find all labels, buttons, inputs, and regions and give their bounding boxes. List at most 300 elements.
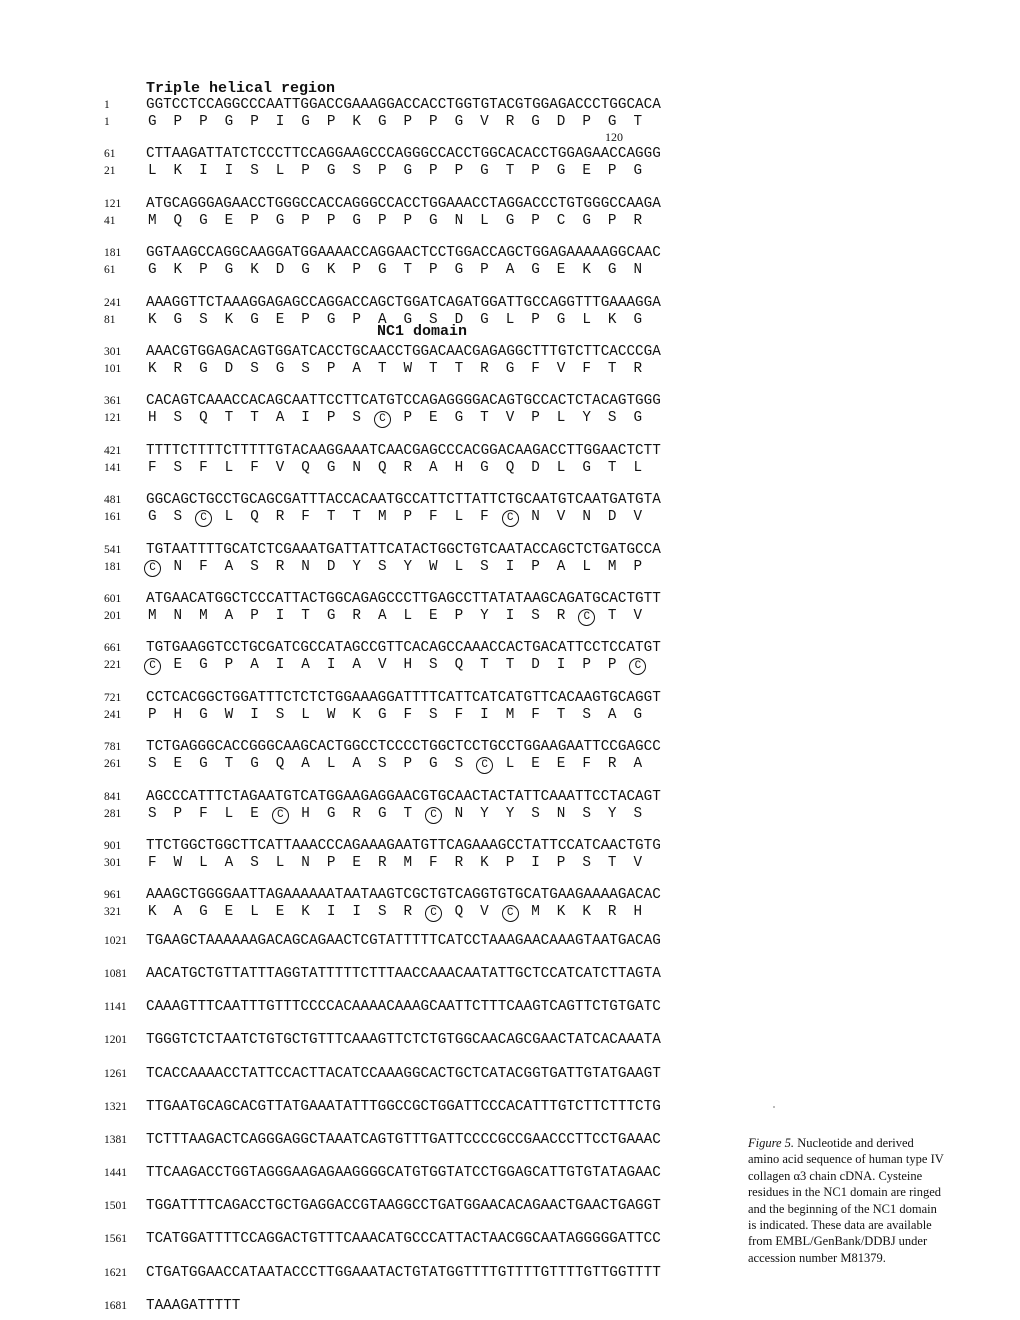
amino-acid: G	[480, 459, 489, 476]
cysteine-ring: C	[425, 807, 442, 824]
amino-acid: P	[531, 212, 540, 229]
aa-position-number: 61	[104, 264, 116, 277]
cysteine-ring: C	[144, 560, 161, 577]
amino-acid: P	[531, 410, 540, 427]
amino-acid: S	[531, 805, 540, 822]
amino-acid: V	[556, 509, 566, 526]
amino-acid: L	[326, 756, 336, 773]
amino-acid: P	[480, 262, 489, 279]
amino-acid: L	[480, 212, 489, 229]
amino-acid: W	[173, 855, 183, 871]
amino-acid: G	[556, 163, 566, 180]
amino-acid: P	[556, 855, 566, 871]
amino-acid: S	[377, 756, 387, 773]
nucleotide-sequence: TGGGTCTCTAATCTGTGCTGTTTCAAAGTTCTCTGTGGCAACAGCGAACTATCACAAATA	[146, 1032, 661, 1049]
amino-acid: A	[505, 262, 515, 279]
ringed-cysteine	[148, 657, 157, 675]
amino-acid: P	[224, 657, 234, 674]
amino-acid: V	[480, 904, 489, 921]
amino-acid: F	[403, 706, 413, 723]
aa-position-number: 161	[104, 511, 122, 524]
amino-acid: G	[531, 114, 540, 130]
amino-acid: D	[275, 262, 285, 279]
amino-acid: P	[148, 706, 157, 723]
cysteine-ring: C	[272, 807, 289, 824]
nucleotide-sequence: AGCCCATTTCTAGAATGTCATGGAAGAGGAACGTGCAACTACTATTCAAATTCCTACAGT	[146, 788, 661, 805]
nt-position-number: 901	[104, 840, 122, 852]
amino-acid: P	[377, 163, 387, 180]
amino-acid: S	[582, 805, 591, 822]
amino-acid: T	[403, 805, 413, 822]
amino-acid: R	[352, 608, 361, 624]
amino-acid: R	[377, 855, 387, 871]
nt-position-number: 1261	[104, 1067, 127, 1080]
amino-acid: S	[250, 558, 259, 575]
amino-acid: I	[250, 706, 259, 723]
amino-acid: K	[326, 262, 336, 279]
amino-acid: I	[275, 657, 285, 674]
amino-acid: L	[275, 163, 285, 180]
amino-acid: Y	[352, 558, 361, 575]
amino-acid: D	[454, 311, 464, 328]
amino-acid: S	[148, 756, 157, 773]
nt-position-number: 1681	[104, 1299, 127, 1312]
amino-acid: A	[275, 410, 285, 427]
amino-acid: V	[505, 410, 515, 427]
amino-acid: S	[352, 410, 361, 427]
amino-acid: F	[148, 459, 157, 476]
amino-acid: P	[326, 855, 336, 871]
amino-acid: G	[633, 311, 643, 328]
amino-acid: K	[250, 262, 259, 279]
nt-position-number: 781	[104, 741, 122, 754]
amino-acid: A	[301, 756, 310, 773]
nt-position-number: 301	[104, 346, 122, 358]
cysteine-ring: C	[502, 905, 519, 922]
nt-position-number: 121	[104, 197, 122, 210]
amino-acid: E	[224, 212, 234, 229]
amino-acid: W	[326, 706, 336, 723]
amino-acid: T	[454, 361, 464, 377]
nucleotide-sequence: GGCAGCTGCCTGCAGCGATTTACCACAATGCCATTCTTATTCTGCAATGTCAATGATGTA	[146, 492, 661, 509]
amino-acid: G	[633, 706, 643, 723]
ringed-cysteine	[633, 657, 642, 675]
amino-acid: Q	[454, 657, 464, 674]
amino-acid: K	[148, 904, 157, 921]
amino-acid: P	[326, 361, 336, 377]
amino-acid: T	[633, 114, 643, 130]
amino-acid: K	[607, 311, 617, 328]
amino-acid: L	[454, 558, 464, 575]
amino-acid: P	[173, 805, 183, 822]
nt-position-number: 1081	[104, 968, 127, 981]
nt-position-number: 481	[104, 494, 122, 507]
amino-acid: L	[633, 459, 643, 476]
amino-acid: L	[224, 509, 234, 526]
amino-acid: P	[429, 262, 438, 279]
aa-position-number: 181	[104, 560, 122, 573]
amino-acid: D	[556, 114, 566, 130]
amino-acid: S	[173, 509, 183, 526]
amino-acid: F	[429, 509, 438, 526]
nc1-domain-heading: NC1 domain	[377, 323, 468, 340]
amino-acid: E	[275, 311, 285, 328]
amino-acid: P	[607, 657, 617, 674]
amino-acid: D	[531, 459, 540, 476]
amino-acid: Y	[480, 608, 489, 624]
nucleotide-sequence: TAAAGATTTTT	[146, 1297, 241, 1314]
amino-acid: S	[352, 163, 361, 180]
amino-acid: G	[429, 212, 438, 229]
amino-acid: F	[199, 459, 208, 476]
cysteine-ring: C	[629, 658, 646, 675]
amino-acid: T	[480, 410, 489, 427]
amino-acid: P	[250, 212, 259, 229]
amino-acid: P	[301, 212, 310, 229]
amino-acid: T	[556, 706, 566, 723]
amino-acid: A	[352, 361, 361, 377]
amino-acid: N	[633, 262, 643, 279]
amino-acid: P	[173, 114, 183, 130]
amino-acid: Y	[403, 558, 413, 575]
amino-acid: R	[275, 558, 285, 575]
amino-acid: G	[326, 163, 336, 180]
amino-acid: E	[224, 904, 234, 921]
amino-acid: P	[607, 212, 617, 229]
amino-acid: S	[148, 805, 157, 822]
amino-acid: A	[429, 459, 438, 476]
cysteine-ring: C	[374, 411, 391, 428]
aa-position-number: 41	[104, 214, 116, 227]
amino-acid: N	[173, 608, 183, 624]
amino-acid: E	[352, 855, 361, 871]
amino-acid: L	[224, 459, 234, 476]
ringed-cysteine	[480, 756, 489, 774]
nucleotide-sequence: TCATGGATTTTCCAGGACTGTTTCAAACATGCCCATTACTAACGGCAATAGGGGGATTCC	[146, 1231, 661, 1248]
nt-position-number: 1201	[104, 1034, 127, 1047]
aa-position-number: 141	[104, 461, 122, 474]
amino-acid: F	[531, 361, 540, 377]
nucleotide-sequence: ATGAACATGGCTCCCATTACTGGCAGAGCCCTTGAGCCTTATATAAGCAGATGCACTGTT	[146, 591, 661, 607]
amino-acid: R	[607, 756, 617, 773]
nucleotide-sequence: CCTCACGGCTGGATTTCTCTCTGGAAAGGATTTTCATTCATCATGTTCACAAGTGCAGGT	[146, 689, 661, 706]
amino-acid: S	[607, 410, 617, 427]
amino-acid: E	[556, 756, 566, 773]
amino-acid: P	[377, 212, 387, 229]
amino-acid: I	[531, 855, 540, 871]
nucleotide-sequence: TTGAATGCAGCACGTTATGAAATATTTGGCCGCTGGATTCCCACATTTGTCTTCTTTCTG	[146, 1098, 661, 1115]
nucleotide-sequence: TGTGAAGGTCCTGCGATCGCCATAGCCGTTCACAGCCAAACCACTGACATTCCTCCATGT	[146, 640, 661, 657]
amino-acid: S	[301, 361, 310, 377]
amino-acid: S	[250, 163, 259, 180]
aa-position-number: 81	[104, 313, 116, 326]
amino-acid: G	[250, 756, 259, 773]
amino-acid: G	[326, 459, 336, 476]
amino-acid: Q	[173, 212, 183, 229]
amino-acid: S	[582, 706, 591, 723]
triple-helical-heading: Triple helical region	[146, 80, 336, 97]
amino-acid: E	[429, 608, 438, 624]
amino-acid: E	[275, 904, 285, 921]
amino-acid: S	[480, 558, 489, 575]
amino-acid: T	[352, 509, 361, 526]
amino-acid: K	[224, 311, 234, 328]
amino-acid: G	[275, 361, 285, 377]
amino-acid: L	[275, 855, 285, 871]
amino-acid: S	[250, 855, 259, 871]
amino-acid: Y	[607, 805, 617, 822]
nt-position-number: 1441	[104, 1167, 127, 1180]
amino-acid: P	[403, 410, 413, 427]
amino-acid: A	[556, 558, 566, 575]
amino-acid: R	[480, 361, 489, 377]
amino-acid: G	[148, 262, 157, 279]
amino-acid: P	[199, 114, 208, 130]
amino-acid: H	[454, 459, 464, 476]
amino-acid: T	[224, 756, 234, 773]
amino-acid: G	[633, 163, 643, 180]
nucleotide-sequence: TGGATTTTCAGACCTGCTGAGGACCGTAAGGCCTGATGGAACACAGAACTGAACTGAGGT	[146, 1198, 661, 1215]
aa-position-number: 321	[104, 906, 122, 919]
nucleotide-sequence: AAACGTGGAGACAGTGGATCACCTGCAACCTGGACAACGAGAGGCTTTGTCTTCACCCGA	[146, 344, 661, 360]
amino-acid: K	[301, 904, 310, 921]
nucleotide-sequence: TTCAAGACCTGGTAGGGAAGAGAAGGGGCATGTGGTATCCTGGAGCATTGTGTATAGAAC	[146, 1165, 661, 1182]
aa-position-number: 221	[104, 659, 122, 672]
amino-acid: Y	[582, 410, 591, 427]
amino-acid: G	[199, 706, 208, 723]
amino-acid: G	[454, 262, 464, 279]
amino-acid: Q	[454, 904, 464, 921]
amino-acid: V	[633, 509, 643, 526]
amino-acid: F	[582, 361, 591, 377]
ringed-cysteine	[506, 509, 515, 527]
amino-acid: P	[633, 558, 643, 575]
amino-acid: T	[301, 608, 310, 624]
amino-acid: P	[301, 311, 310, 328]
amino-acid: L	[403, 608, 413, 624]
amino-acid: R	[633, 212, 643, 229]
amino-acid: S	[250, 361, 259, 377]
amino-acid: M	[607, 558, 617, 575]
amino-acid: G	[377, 706, 387, 723]
amino-acid: Q	[199, 410, 208, 427]
amino-acid: G	[531, 262, 540, 279]
nucleotide-sequence: AAAGGTTCTAAAGGAGAGCCAGGACCAGCTGGATCAGATGGATTGCCAGGTTTGAAAGGA	[146, 294, 661, 311]
ringed-cysteine	[506, 904, 515, 922]
amino-acid: T	[607, 361, 617, 377]
amino-acid: M	[377, 509, 387, 526]
amino-acid: G	[403, 311, 413, 328]
position-marker-120: 120	[605, 130, 623, 144]
nucleotide-sequence: AAAGCTGGGGAATTAGAAAAAATAATAAGTCGCTGTCAGGTGTGCATGAAGAAAAGACAC	[146, 887, 661, 904]
amino-acid: T	[607, 855, 617, 871]
aa-position-number: 101	[104, 363, 122, 375]
amino-acid: P	[301, 163, 310, 180]
amino-acid: S	[275, 706, 285, 723]
amino-acid: M	[403, 855, 413, 871]
nt-position-number: 1501	[104, 1200, 127, 1213]
amino-acid: G	[454, 410, 464, 427]
amino-acid: F	[429, 855, 438, 871]
amino-acid: M	[531, 904, 540, 921]
amino-acid: P	[403, 114, 413, 130]
amino-acid: P	[352, 262, 361, 279]
amino-acid: H	[403, 657, 413, 674]
amino-acid: S	[531, 608, 540, 624]
amino-acid: L	[199, 855, 208, 871]
amino-acid: E	[250, 805, 259, 822]
amino-acid: N	[301, 855, 310, 871]
amino-acid: A	[301, 657, 310, 674]
amino-acid: Q	[301, 459, 310, 476]
amino-acid: T	[480, 657, 489, 674]
amino-acid: W	[429, 558, 438, 575]
amino-acid: H	[148, 410, 157, 427]
amino-acid: G	[377, 262, 387, 279]
amino-acid: I	[480, 706, 489, 723]
nt-position-number: 1	[104, 99, 110, 111]
amino-acid: G	[480, 311, 489, 328]
aa-position-number: 241	[104, 708, 122, 721]
amino-acid: G	[556, 311, 566, 328]
amino-acid: T	[377, 361, 387, 377]
amino-acid: G	[403, 163, 413, 180]
amino-acid: F	[531, 706, 540, 723]
amino-acid: R	[352, 805, 361, 822]
amino-acid: F	[454, 706, 464, 723]
amino-acid: K	[480, 855, 489, 871]
amino-acid: K	[352, 114, 361, 130]
aa-position-number: 281	[104, 807, 122, 820]
amino-acid: L	[505, 311, 515, 328]
nucleotide-sequence: TTCTGGCTGGCTTCATTAAACCCAGAAAGAATGTTCAGAAAGCCTATTCCATCAACTGTG	[146, 838, 661, 854]
ringed-cysteine	[429, 806, 438, 824]
amino-acid: R	[633, 361, 643, 377]
amino-acid: E	[531, 756, 540, 773]
amino-acid: Q	[275, 756, 285, 773]
ringed-cysteine	[378, 410, 387, 428]
amino-acid: G	[224, 262, 234, 279]
amino-acid: L	[148, 163, 157, 180]
amino-acid: N	[454, 805, 464, 822]
amino-acid: A	[633, 756, 643, 773]
nucleotide-sequence: GGTAAGCCAGGCAAGGATGGAAAACCAGGAACTCCTGGACCAGCTGGAGAAAAAGGCAAC	[146, 245, 661, 262]
amino-acid: G	[326, 311, 336, 328]
amino-acid: K	[173, 262, 183, 279]
speck	[773, 1106, 775, 1108]
amino-acid: E	[173, 657, 183, 674]
amino-acid: G	[326, 608, 336, 624]
amino-acid: M	[148, 212, 157, 229]
nucleotide-sequence: GGTCCTCCAGGCCCAATTGGACCGAAAGGACCACCTGGTGTACGTGGAGACCCTGGCACA	[146, 97, 661, 113]
amino-acid: N	[454, 212, 464, 229]
amino-acid: P	[505, 855, 515, 871]
nt-position-number: 1141	[104, 1001, 127, 1014]
amino-acid: L	[505, 756, 515, 773]
amino-acid: S	[454, 756, 464, 773]
nt-position-number: 1021	[104, 935, 127, 947]
amino-acid: A	[352, 657, 361, 674]
amino-acid: S	[582, 855, 591, 871]
amino-acid: R	[607, 904, 617, 921]
amino-acid: K	[148, 361, 157, 377]
amino-acid: I	[199, 163, 208, 180]
amino-acid: P	[326, 410, 336, 427]
aa-position-number: 301	[104, 857, 122, 869]
amino-acid: T	[250, 410, 259, 427]
nt-position-number: 241	[104, 296, 122, 309]
nt-position-number: 841	[104, 790, 122, 803]
amino-acid: S	[377, 904, 387, 921]
amino-acid: G	[250, 311, 259, 328]
cysteine-ring: C	[476, 757, 493, 774]
amino-acid: I	[326, 904, 336, 921]
amino-acid: G	[301, 114, 310, 130]
amino-acid: G	[454, 114, 464, 130]
amino-acid: E	[429, 410, 438, 427]
amino-acid: Q	[505, 459, 515, 476]
amino-acid: P	[403, 509, 413, 526]
amino-acid: N	[582, 509, 591, 526]
nucleotide-sequence: AACATGCTGTTATTTAGGTATTTTTCTTTAACCAAACAATATTGCTCCATCATCTTAGTA	[146, 966, 661, 983]
amino-acid: H	[633, 904, 643, 921]
amino-acid: V	[377, 657, 387, 674]
nucleotide-sequence: CAAAGTTTCAATTTGTTTCCCCACAAAACAAAGCAATTCTTTCAAGTCAGTTCTGTGATC	[146, 999, 661, 1016]
amino-acid: P	[582, 114, 591, 130]
amino-acid: F	[148, 855, 157, 871]
amino-acid: P	[403, 212, 413, 229]
amino-acid: D	[531, 657, 540, 674]
amino-acid: I	[556, 657, 566, 674]
amino-acid: P	[607, 163, 617, 180]
nt-position-number: 661	[104, 642, 122, 655]
amino-acid: L	[582, 558, 591, 575]
amino-acid: R	[403, 904, 413, 921]
amino-acid: I	[505, 558, 515, 575]
amino-acid: N	[556, 805, 566, 822]
amino-acid: R	[403, 459, 413, 476]
cysteine-ring: C	[195, 510, 212, 527]
amino-acid: T	[224, 410, 234, 427]
caption-text: Nucleotide and derived amino acid sequence of human type IV collagen α3 chain cDNA. Cysteine residues in the NC1 domain are ringed and the beginning of the NC1 domain is indicated. These data are available from EMBL/GenBank/DDBJ under accession number M81379.	[748, 1136, 944, 1265]
amino-acid: G	[377, 805, 387, 822]
amino-acid: P	[429, 114, 438, 130]
amino-acid: P	[250, 608, 259, 624]
amino-acid: G	[607, 262, 617, 279]
amino-acid: L	[556, 459, 566, 476]
amino-acid: I	[224, 163, 234, 180]
amino-acid: P	[326, 212, 336, 229]
amino-acid: K	[148, 311, 157, 328]
amino-acid: N	[173, 558, 183, 575]
ringed-cysteine	[276, 806, 285, 824]
amino-acid: E	[556, 262, 566, 279]
amino-acid: S	[429, 657, 438, 674]
nucleotide-sequence: TGAAGCTAAAAAAGACAGCAGAACTCGTATTTTTCATCCTAAAGAACAAAGTAATGACAG	[146, 933, 661, 949]
amino-acid: R	[454, 855, 464, 871]
amino-acid: F	[480, 509, 489, 526]
nucleotide-sequence: CACAGTCAAACCACAGCAATTCCTTCATGTCCAGAGGGGACAGTGCCACTCTACAGTGGG	[146, 393, 661, 410]
amino-acid: R	[173, 361, 183, 377]
amino-acid: T	[505, 163, 515, 180]
nucleotide-sequence: TTTTCTTTTCTTTTTGTACAAGGAAATCAACGAGCCCACGGACAAGACCTTGGAACTCTT	[146, 442, 661, 459]
nt-position-number: 601	[104, 593, 122, 605]
amino-acid: G	[633, 410, 643, 427]
amino-acid: G	[224, 114, 234, 130]
amino-acid: Q	[250, 509, 259, 526]
nucleotide-sequence: CTGATGGAACCATAATACCCTTGGAAATACTGTATGGTTTTGTTTTGTTTTGTTGGTTTT	[146, 1264, 661, 1281]
amino-acid: I	[275, 608, 285, 624]
